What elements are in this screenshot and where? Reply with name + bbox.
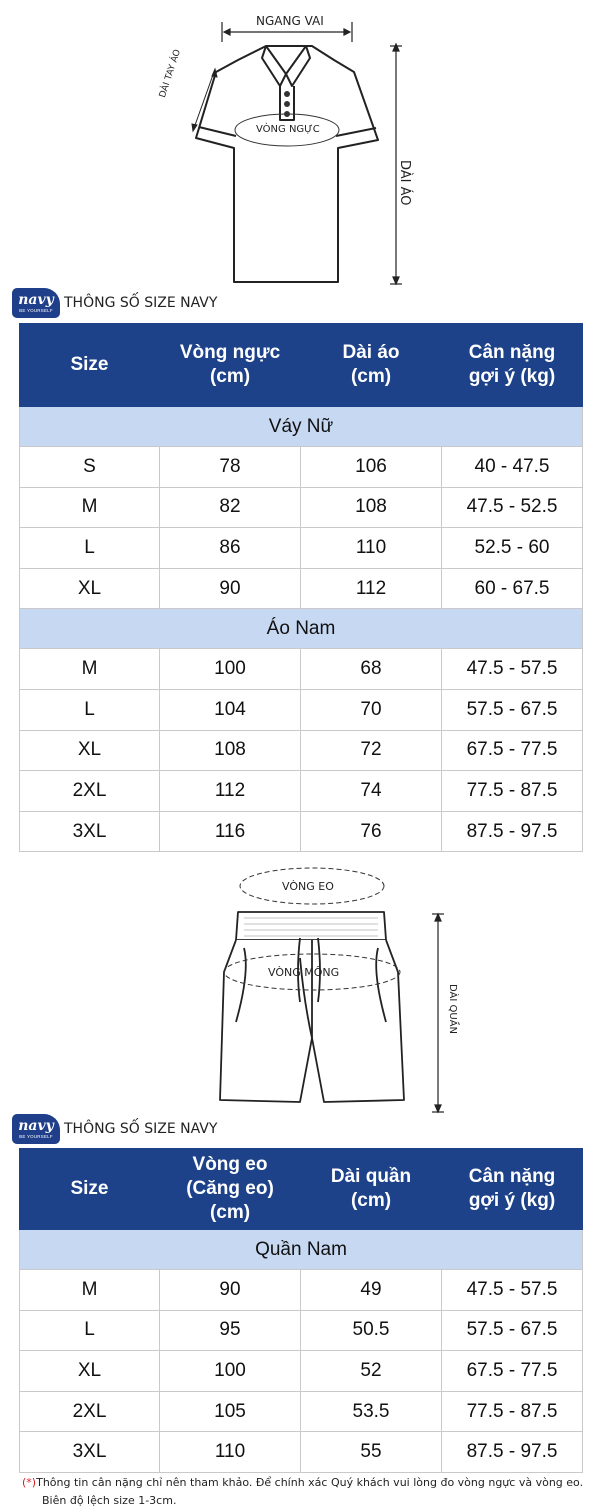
brand-title: THÔNG SỐ SIZE NAVY [64,1121,218,1137]
cell-size: 3XL [20,1432,160,1473]
table-row [20,771,583,812]
shirt-diagram [0,0,600,290]
logo-text: navy [18,1117,54,1134]
cell-length: 110 [301,528,442,569]
header-size: Size [20,324,160,407]
footnote [22,1474,583,1510]
cell-chest: 100 [160,649,301,690]
group-label: Quần Nam [20,1230,583,1270]
cell-size: S [20,447,160,488]
cell-chest: 104 [160,689,301,730]
table-row [20,447,583,488]
brand-row [12,1114,217,1144]
table-row [20,689,583,730]
cell-length: 49 [301,1270,442,1311]
cell-size: 3XL [20,811,160,852]
cell-size: L [20,1310,160,1351]
cell-size: M [20,649,160,690]
cell-length: 112 [301,568,442,609]
cell-length: 50.5 [301,1310,442,1351]
cell-size: XL [20,1351,160,1392]
table-row [20,1432,583,1473]
chest-label: VÒNG NGỰC [256,124,320,135]
logo-tagline: BE YOURSELF [19,307,53,313]
cell-chest: 90 [160,568,301,609]
header-size: Size [20,1149,160,1230]
cell-chest: 112 [160,771,301,812]
group-label: Váy Nữ [20,407,583,447]
group-label: Áo Nam [20,609,583,649]
footnote-line-2: Biên độ lệch size 1-3cm. [42,1494,177,1507]
footnote-text-1: Thông tin cân nặng chỉ nên tham khảo. Để chính xác Quý khách vui lòng đo vòng ngực và vòng eo. [36,1476,584,1489]
pants-size-table [19,1148,583,1473]
shoulder-label: NGANG VAI [256,14,324,28]
table-row [20,1270,583,1311]
cell-weight: 47.5 - 57.5 [442,1270,583,1311]
header-weight: Cân nặng gợi ý (kg) [442,324,583,407]
cell-size: XL [20,568,160,609]
table-row [20,1391,583,1432]
cell-weight: 52.5 - 60 [442,528,583,569]
cell-size: 2XL [20,1391,160,1432]
cell-waist: 95 [160,1310,301,1351]
cell-waist: 100 [160,1351,301,1392]
table-row [20,730,583,771]
brand-title: THÔNG SỐ SIZE NAVY [64,295,218,311]
cell-weight: 60 - 67.5 [442,568,583,609]
navy-logo [12,1114,60,1144]
cell-length: 68 [301,649,442,690]
footnote-mark: (*) [22,1476,37,1489]
cell-length: 55 [301,1432,442,1473]
header-length: Dài áo (cm) [301,324,442,407]
cell-weight: 77.5 - 87.5 [442,1391,583,1432]
cell-weight: 67.5 - 77.5 [442,1351,583,1392]
footnote-line-1 [22,1474,583,1492]
cell-chest: 82 [160,487,301,528]
sleeve-label: DÀI TAY ÁO [158,48,184,100]
navy-logo [12,288,60,318]
brand-row [12,288,217,318]
cell-weight: 67.5 - 77.5 [442,730,583,771]
table-row [20,487,583,528]
waist-label: VÒNG EO [282,880,334,893]
cell-length: 70 [301,689,442,730]
cell-weight: 87.5 - 97.5 [442,811,583,852]
cell-weight: 87.5 - 97.5 [442,1432,583,1473]
cell-length: 72 [301,730,442,771]
cell-chest: 86 [160,528,301,569]
cell-size: L [20,528,160,569]
shirt-size-table [19,323,583,852]
cell-chest: 108 [160,730,301,771]
pants-length-label: DÀI QUẦN [447,984,458,1035]
cell-weight: 57.5 - 67.5 [442,1310,583,1351]
cell-size: XL [20,730,160,771]
cell-weight: 47.5 - 57.5 [442,649,583,690]
cell-size: M [20,1270,160,1311]
cell-weight: 40 - 47.5 [442,447,583,488]
table-row [20,1310,583,1351]
cell-waist: 110 [160,1432,301,1473]
header-weight: Cân nặng gợi ý (kg) [442,1149,583,1230]
header-waist: Vòng eo (Căng eo) (cm) [160,1149,301,1230]
header-length: Dài quần (cm) [301,1149,442,1230]
hip-label: VÒNG MÔNG [268,966,340,979]
logo-text: navy [18,291,54,308]
cell-weight: 47.5 - 52.5 [442,487,583,528]
table-row [20,528,583,569]
cell-length: 106 [301,447,442,488]
cell-size: M [20,487,160,528]
table-row [20,568,583,609]
table-row [20,1351,583,1392]
header-chest: Vòng ngực (cm) [160,324,301,407]
table-row [20,649,583,690]
cell-size: L [20,689,160,730]
cell-size: 2XL [20,771,160,812]
cell-waist: 105 [160,1391,301,1432]
cell-weight: 57.5 - 67.5 [442,689,583,730]
cell-length: 52 [301,1351,442,1392]
table-row [20,811,583,852]
shorts-diagram [0,862,600,1122]
cell-chest: 78 [160,447,301,488]
cell-waist: 90 [160,1270,301,1311]
logo-tagline: BE YOURSELF [19,1133,53,1139]
cell-length: 53.5 [301,1391,442,1432]
shirt-length-label: DÀI ÁO [397,160,412,206]
cell-length: 76 [301,811,442,852]
cell-weight: 77.5 - 87.5 [442,771,583,812]
cell-chest: 116 [160,811,301,852]
cell-length: 108 [301,487,442,528]
cell-length: 74 [301,771,442,812]
